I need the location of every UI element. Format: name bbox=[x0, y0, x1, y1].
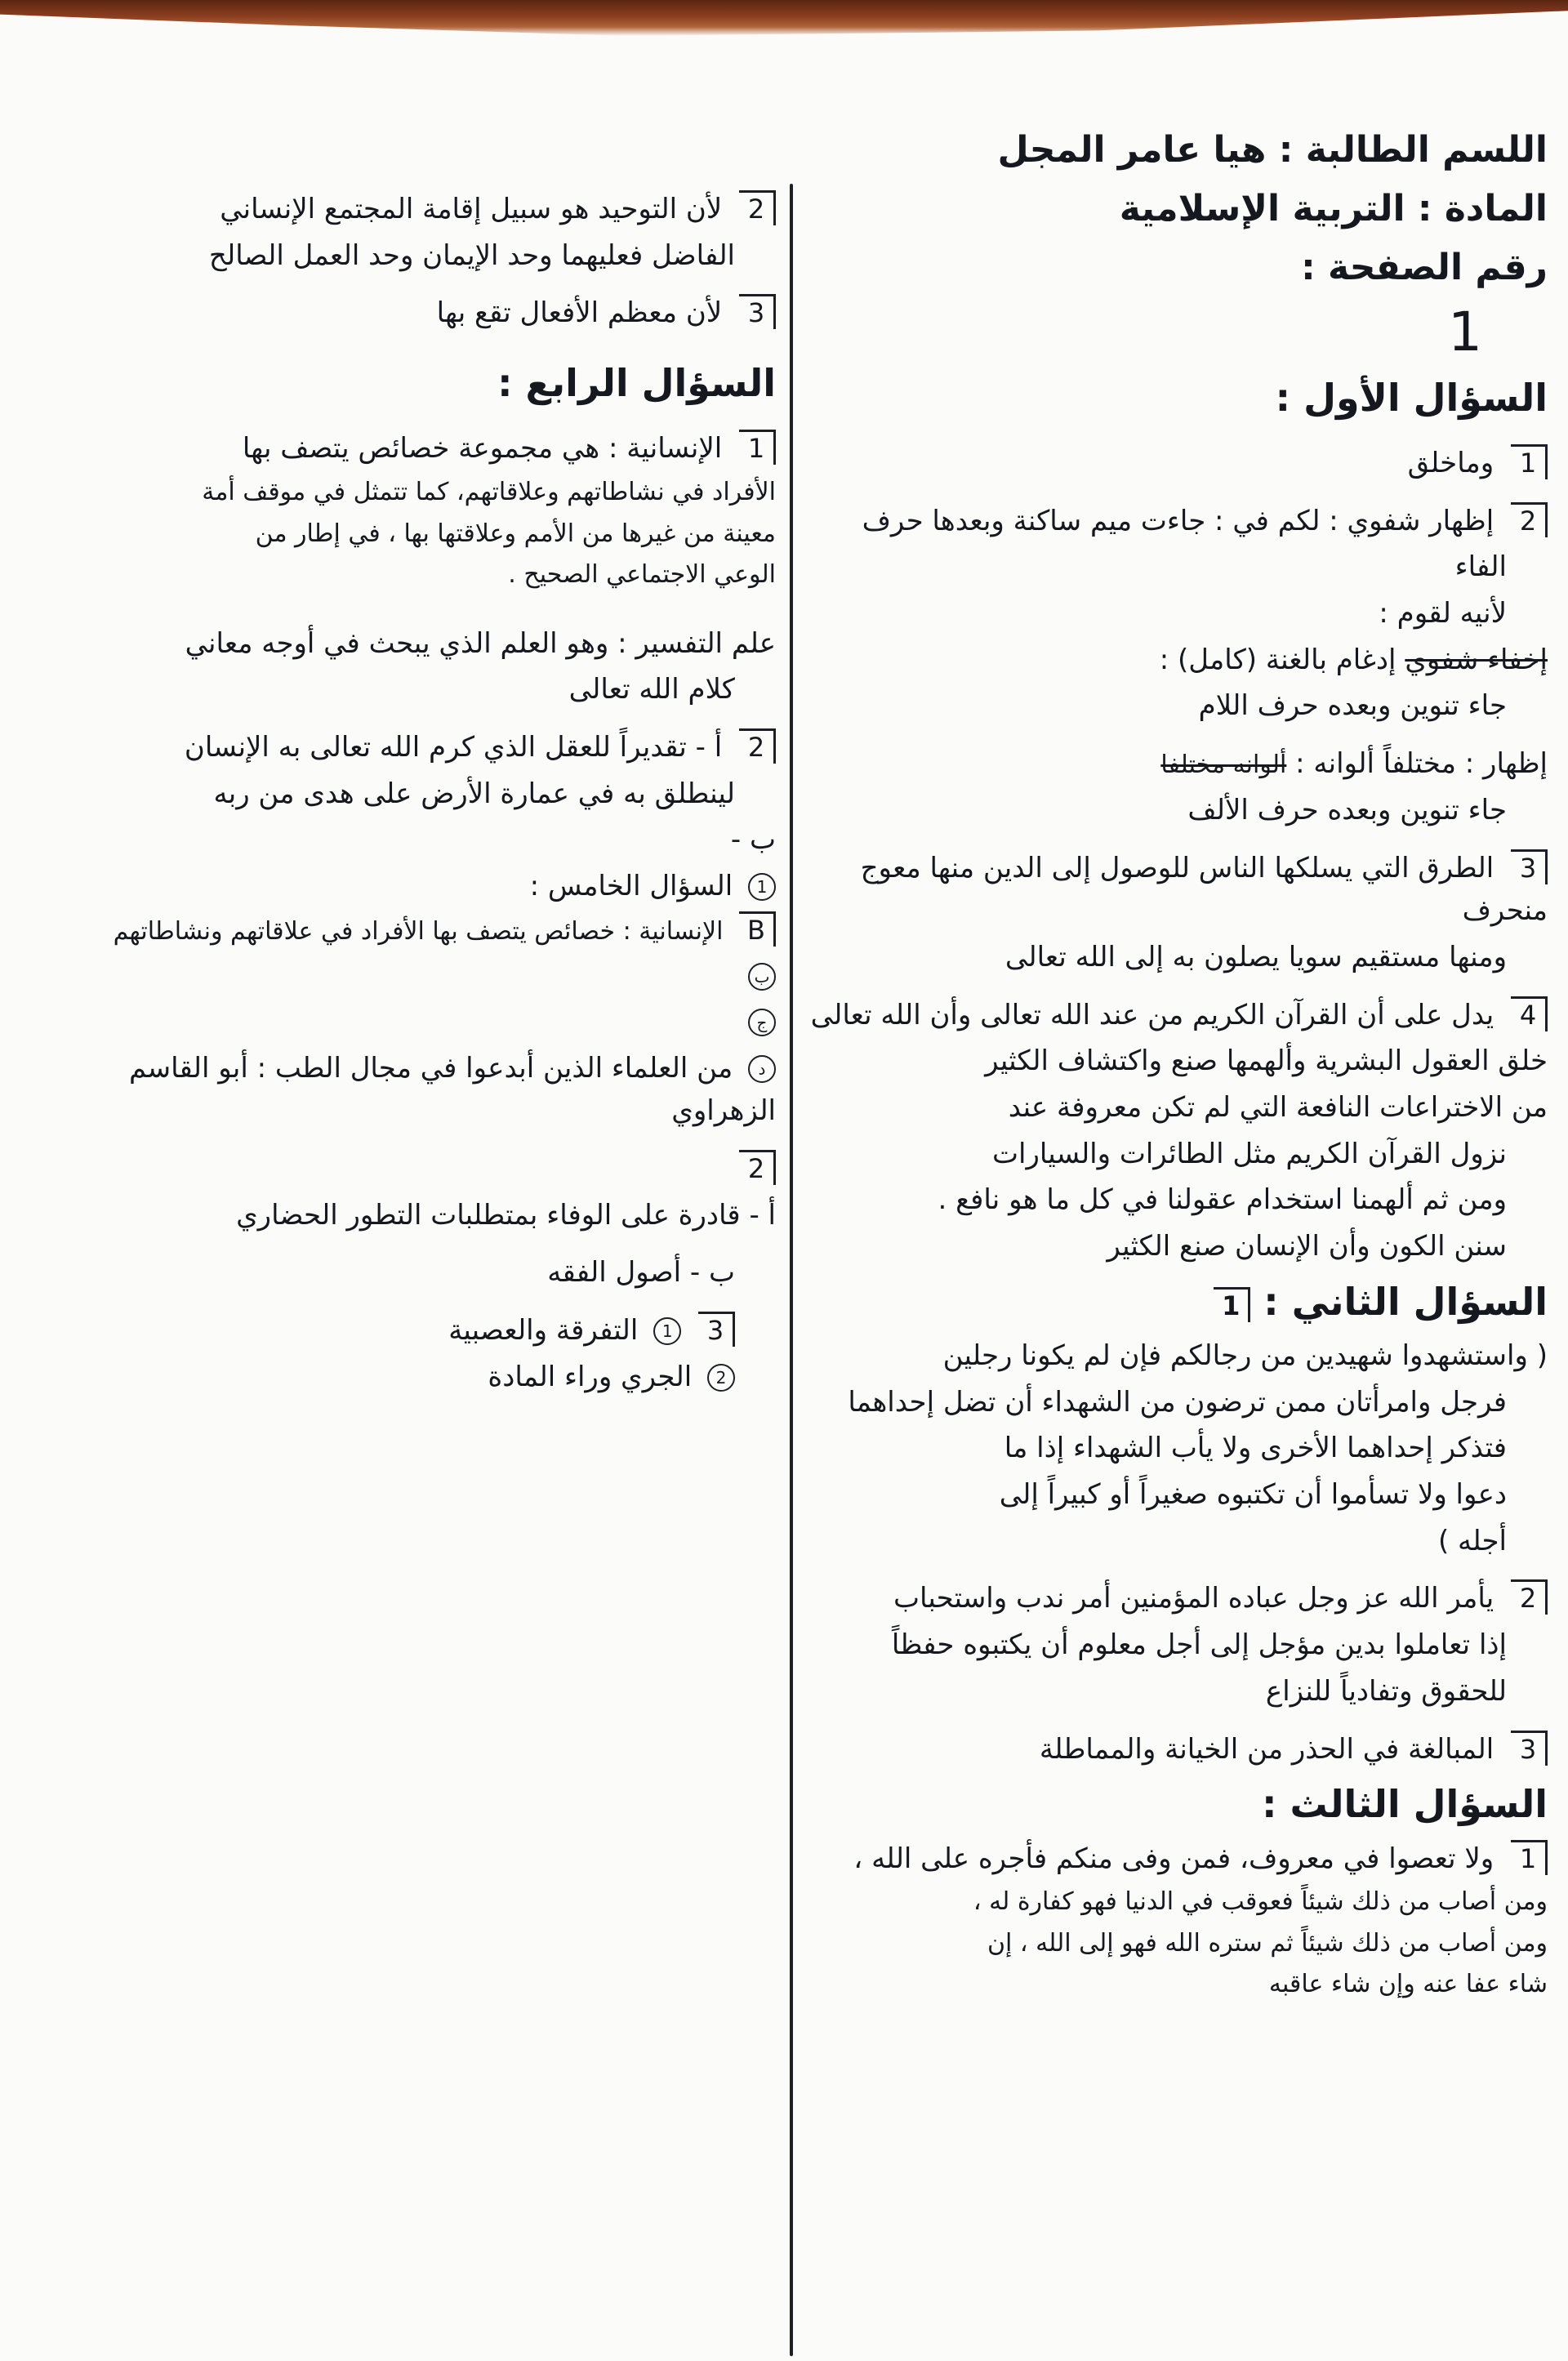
q5-3-circle-1: 1 bbox=[653, 1317, 681, 1345]
q1-d-number: 4 bbox=[1511, 996, 1548, 1031]
q3-a-line-1: ولا تعصوا في معروف، فمن وفى منكم فأجره على الله ، bbox=[853, 1842, 1494, 1875]
question-1-title: السؤال الأول : bbox=[1275, 375, 1548, 420]
q5-3-item-1 bbox=[20, 1309, 776, 1352]
q4-item-a bbox=[20, 427, 776, 470]
q1-a-text: وماخلق bbox=[1407, 447, 1494, 480]
q2-item-c bbox=[808, 1728, 1548, 1771]
q2-a-line-5: أجله ) bbox=[1437, 1524, 1507, 1557]
left-column bbox=[20, 188, 776, 2344]
right-column bbox=[808, 123, 1548, 2344]
q5-part-2-number-row bbox=[20, 1147, 776, 1191]
question-3-title: السؤال الثالث : bbox=[1262, 1782, 1548, 1827]
q3-b-line-2: الفاضل فعليهما وحد الإيمان وحد العمل الصالح bbox=[208, 238, 735, 272]
page-number: 1 bbox=[1448, 300, 1482, 363]
q4-b-line-1: أ - تقديراً للعقل الذي كرم الله تعالى به الإنسان bbox=[184, 730, 723, 764]
student-line: اللسم الطالبة : هيا عامر المجل bbox=[997, 129, 1548, 171]
subject-line: المادة : التربية الإسلامية bbox=[1119, 188, 1548, 230]
q2-a-line-3: فتذكر إحداهما الأخرى ولا يأب الشهداء إذا ما bbox=[1004, 1432, 1507, 1465]
q5-3-number: 3 bbox=[698, 1312, 735, 1347]
q3-a-line-4: شاء عفا عنه وإن شاء عاقبه bbox=[1268, 1970, 1548, 1999]
q2-a-number: 1 bbox=[1214, 1287, 1250, 1322]
q2-b-number: 2 bbox=[1511, 1579, 1548, 1615]
q5-e-text: من العلماء الذين أبدعوا في مجال الطب : أبو القاسم الزهراوي bbox=[129, 1051, 776, 1128]
q2-c-number: 3 bbox=[1511, 1731, 1548, 1766]
q3-a-line-2: ومن أصاب من ذلك شيئاً فعوقب في الدنيا فهو كفارة له ، bbox=[973, 1887, 1548, 1917]
q3-a-number: 1 bbox=[1511, 1840, 1548, 1875]
q2-a-line-4: دعوا ولا تسأموا أن تكتبوه صغيراً أو كبيراً إلى bbox=[999, 1478, 1507, 1512]
q1-d-line-4: نزول القرآن الكريم مثل الطائرات والسيارات bbox=[992, 1137, 1507, 1170]
q1-d-line-2: خلق العقول البشرية وألهمها صنع واكتشاف الكثير bbox=[985, 1045, 1548, 1078]
q2-item-b bbox=[808, 1577, 1548, 1620]
subject-value: التربية الإسلامية bbox=[1119, 188, 1405, 230]
wooden-table-edge bbox=[0, 0, 1568, 36]
q5-2-a: أ - قادرة على الوفاء بمتطلبات التطور الحضاري bbox=[236, 1198, 776, 1232]
q4-b-line-2: لينطلق به في عمارة الأرض على هدى من ربه bbox=[213, 777, 735, 810]
q1-a-number: 1 bbox=[1511, 444, 1548, 479]
q1-d-line-6: سنن الكون وأن الإنسان صنع الكثير bbox=[1107, 1230, 1507, 1263]
student-label: اللسم الطالبة bbox=[1305, 129, 1548, 171]
q1-b-crossed-out: إخفاء شفوي bbox=[1405, 643, 1548, 676]
q1-b-line-3: لأنيه لقوم : bbox=[1379, 597, 1507, 630]
column-divider-line bbox=[790, 184, 793, 2356]
q5-c-number: ب bbox=[748, 963, 776, 991]
q5-3-circle-2: 2 bbox=[707, 1364, 735, 1392]
q1-b-line-6-text: إظهار : مختلفاً ألوانه : bbox=[1295, 747, 1548, 781]
q3-item-b bbox=[20, 188, 776, 231]
q4-item-b bbox=[20, 726, 776, 769]
question-5-title-text: السؤال الخامس : bbox=[529, 869, 733, 902]
q3-item-c bbox=[20, 292, 776, 335]
q1-item-c bbox=[808, 847, 1548, 933]
q1-b-line-2: الفاء bbox=[1454, 550, 1507, 584]
q5-item-c bbox=[20, 954, 776, 997]
question-2-title bbox=[808, 1273, 1548, 1331]
page-line: رقم الصفحة : bbox=[1301, 247, 1548, 289]
q5-3-text-2: الجري وراء المادة bbox=[488, 1360, 693, 1393]
q2-a-line-1: ( واستشهدوا شهيدين من رجالكم فإن لم يكونا رجلين bbox=[942, 1339, 1548, 1373]
q5-3-text-1: التفرقة والعصبية bbox=[448, 1313, 639, 1347]
q2-b-line-3: للحقوق وتفادياً للنزاع bbox=[1265, 1674, 1507, 1708]
q4-tafsir-line-1: علم التفسير : وهو العلم الذي يبحث في أوجه معاني bbox=[185, 626, 776, 660]
q1-b-crossed-out-2: ألوانه مختلفا bbox=[1160, 751, 1287, 780]
q4-a-line-3: معينة من غيرها من الأمم وعلاقتها بها ، في إطار من bbox=[255, 519, 776, 548]
q1-item-d bbox=[808, 994, 1548, 1037]
q5-d-number: ج bbox=[748, 1009, 776, 1036]
q1-b-line-4 bbox=[808, 639, 1548, 682]
q4-a-line-2: الأفراد في نشاطاتهم وعلاقاتهم، كما تتمثل في موقف أمة bbox=[202, 478, 776, 507]
question-5-title bbox=[20, 865, 776, 908]
q3-c-number: 3 bbox=[739, 294, 776, 329]
q5-b-text: الإنسانية : خصائص يتصف بها الأفراد في علاقاتهم ونشاطاتهم bbox=[113, 916, 724, 946]
q1-b-line-4-text: إدغام بالغنة (كامل) : bbox=[1159, 643, 1396, 676]
q5-e-number: د bbox=[748, 1055, 776, 1083]
q3-a-line-3: ومن أصاب من ذلك شيئاً ثم ستره الله فهو إلى الله ، إن bbox=[987, 1928, 1548, 1958]
q4-b-line-3: ب - bbox=[730, 823, 776, 857]
subject-label: المادة bbox=[1444, 188, 1548, 230]
q1-c-line-1: الطرق التي يسلكها الناس للوصول إلى الدين منها معوج منحرف bbox=[860, 851, 1548, 928]
q5-3-item-2 bbox=[20, 1356, 776, 1399]
q5-item-e bbox=[20, 1047, 776, 1133]
q1-c-number: 3 bbox=[1511, 849, 1548, 884]
student-name: هيا عامر المجل bbox=[997, 129, 1267, 171]
question-2-title-text: السؤال الثاني : bbox=[1263, 1279, 1548, 1324]
q4-a-line-4: الوعي الاجتماعي الصحيح . bbox=[508, 560, 776, 590]
page-label: رقم الصفحة bbox=[1328, 247, 1548, 289]
q5-2-number: 2 bbox=[739, 1150, 776, 1185]
q3-b-number: 2 bbox=[739, 190, 776, 225]
q1-b-line-7: جاء تنوين وبعده حرف الألف bbox=[1187, 793, 1507, 826]
q2-b-line-1: يأمر الله عز وجل عباده المؤمنين أمر ندب واستحباب bbox=[893, 1582, 1494, 1615]
q4-tafsir-line-2: كلام الله تعالى bbox=[568, 673, 735, 706]
q1-d-line-3: من الاختراعات النافعة التي لم تكن معروفة عند bbox=[1008, 1090, 1548, 1124]
q2-a-line-2: فرجل وامرأتان ممن ترضون من الشهداء أن تضل إحداهما bbox=[848, 1385, 1507, 1419]
q5-item-b bbox=[20, 911, 776, 951]
q1-d-line-1: يدل على أن القرآن الكريم من عند الله تعالى وأن الله تعالى bbox=[810, 998, 1494, 1031]
q5-2-b: ب - أصول الفقه bbox=[547, 1256, 735, 1290]
q4-a-line-1: الإنسانية : هي مجموعة خصائص يتصف بها bbox=[242, 432, 723, 466]
q1-d-line-5: ومن ثم ألهمنا استخدام عقولنا في كل ما هو نافع . bbox=[938, 1183, 1507, 1217]
q4-a-number: 1 bbox=[739, 430, 776, 465]
q2-b-line-2: إذا تعاملوا بدين مؤجل إلى أجل معلوم أن يكتبوه حفظاً bbox=[891, 1628, 1507, 1662]
q5-b-number: B bbox=[739, 911, 776, 947]
q3-b-line-1: لأن التوحيد هو سبيل إقامة المجتمع الإنساني bbox=[220, 193, 723, 225]
q5-item-d bbox=[20, 1000, 776, 1044]
q1-item-a bbox=[808, 442, 1548, 485]
q1-b-line-5: جاء تنوين وبعده حرف اللام bbox=[1198, 689, 1507, 723]
q5-a-number: 1 bbox=[748, 873, 776, 901]
q3-c-text: لأن معظم الأفعال تقع بها bbox=[436, 296, 723, 330]
question-4-title: السؤال الرابع : bbox=[497, 361, 776, 406]
q2-c-text: المبالغة في الحذر من الخيانة والمماطلة bbox=[1039, 1732, 1494, 1766]
q1-b-line-1: إظهار شفوي : لكم في : جاءت ميم ساكنة وبعدها حرف bbox=[862, 504, 1494, 537]
q3-item-a bbox=[808, 1838, 1548, 1881]
q1-c-line-2: ومنها مستقيم سويا يصلون به إلى الله تعالى bbox=[1004, 940, 1507, 973]
q1-b-line-6 bbox=[808, 742, 1548, 786]
q1-b-number: 2 bbox=[1511, 502, 1548, 537]
q4-b-number: 2 bbox=[739, 728, 776, 764]
q1-item-b bbox=[808, 500, 1548, 543]
